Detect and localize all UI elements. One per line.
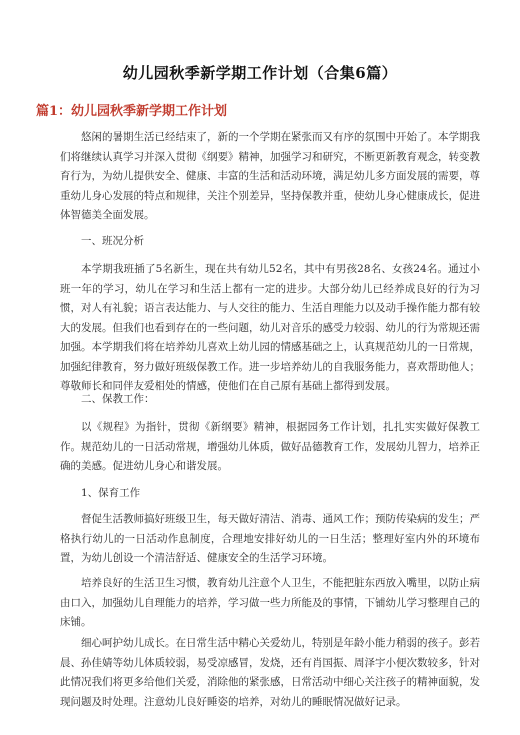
document-title: 幼儿园秋季新学期工作计划（合集6篇） (122, 64, 398, 82)
care-paragraph-1: 督促生活教师搞好班级卫生，每天做好清洁、消毒、通风工作；预防传染病的发生；严格执行幼儿的一日活动作息制度，合理地安排好幼儿的一日生活；整理好室内外的环境布置，为幼儿创设一个清洁舒适、健康安全的生活学习环境。 (60, 513, 480, 564)
section-heading: 篇1：幼儿园秋季新学期工作计划 (36, 104, 228, 119)
intro-paragraph: 悠闲的暑期生活已经结束了，新的一个学期在紧张而又有序的氛围中开始了。本学期我们将继续认真学习并深入贯彻《纲要》精神，加强学习和研究，不断更新教育观念，转变教育行为，为幼儿提供安全、健康、丰富的生活和活动环境，满足幼儿多方面发展的需要，尊重幼儿身心发展的特点和规律，关注个别差异，坚持保教并重，使幼儿身心健康成长，促进体智德美全面发展。 (60, 131, 480, 221)
care-education-paragraph: 以《规程》为指针，贯彻《新纲要》精神，根据园务工作计划，扎扎实实做好保教工作。规范幼儿的一日活动常规，增强幼儿体质，做好品德教育工作，发展幼儿智力，培养正确的美感。促进幼儿身心和谐发展。 (60, 421, 480, 472)
care-paragraph-3: 细心呵护幼儿成长。在日常生活中精心关爱幼儿，特别是年龄小能力稍弱的孩子。彭若晨、孙佳婧等幼儿体质较弱，易受凉感冒，发烧，还有肖国振、周泽宇小便次数较多，针对此情况我们将更多给他们关爱，消除他的紧张感，日常活动中细心关注孩子的精神面貌，发现问题及时处理。注意幼儿良好睡姿的培养，对幼儿的睡眠情况做好记录。 (60, 637, 480, 708)
class-analysis-paragraph: 本学期我班插了5名新生，现在共有幼儿52名，其中有男孩28名、女孩24名。通过小班一年的学习，幼儿在学习和生活上都有一定的进步。大部分幼儿已经养成良好的行为习惯，对人有礼貌；语言表达能力、与人交往的能力、生活自理能力以及动手操作能力都有较大的发展。但我们也看到存在的一些问题，幼儿对音乐的感受力较弱、幼儿的行为常规还需加强。本学期我们将在培养幼儿喜欢上幼儿园的情感基础之上，认真规范幼儿的一日常规，加强纪律教育，努力做好班级保教工作。进一步培养幼儿的自我服务能力，喜欢帮助他人；尊敬师长和同伴友爱相处的情感，使他们在自己原有基础上都得到发展。 (60, 263, 480, 392)
heading-care-work: 1、保育工作 (81, 487, 141, 499)
heading-class-analysis: 一、班况分析 (81, 235, 144, 247)
care-paragraph-2: 培养良好的生活卫生习惯，教育幼儿注意个人卫生，不能把脏东西放入嘴里，以防止病由口入，加强幼儿自理能力的培养，学习做一些力所能及的事情，下铺幼儿学习整理自己的床铺。 (60, 577, 480, 628)
heading-care-education: 二、保教工作： (81, 393, 155, 405)
